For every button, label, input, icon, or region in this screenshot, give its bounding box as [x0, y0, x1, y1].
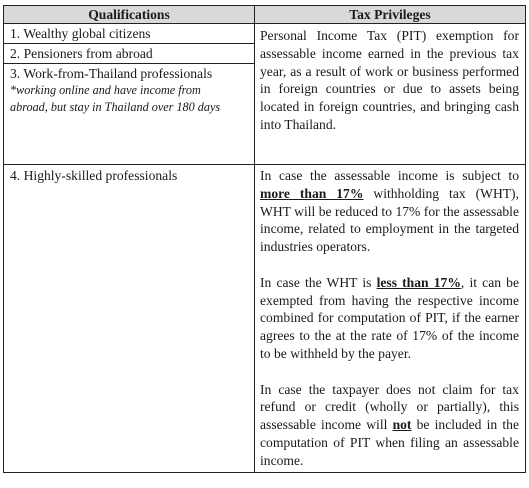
qualifications-cell: [4, 165, 255, 473]
qualification-note: [4, 82, 254, 116]
privilege-paragraph: In case the taxpayer does not claim for tax refund or credit (wholly or partially), this assessable income will not be included in the computation of PIT when filing an assessable income.: [260, 381, 519, 468]
privilege-paragraph: In case the assessable income is subject to more than 17% withholding tax (WHT), WHT will be reduced to 17% for the assessable income, related to employment in the targeted industries operators.: [260, 168, 519, 255]
privilege-text: Personal Income Tax (PIT) exemption for assessable income earned in the previous tax year, as a result of work or business performed in foreign countries or due to assets being located in foreign countries, and bringing cash into Thailand.: [260, 28, 519, 132]
note-line: *working online and have income from: [10, 83, 201, 98]
header-tax-privileges: Tax Privileges: [255, 6, 526, 24]
qualification-item: 3. Work-from-Thailand professionals: [10, 65, 213, 81]
emphasis-text: more than 17%: [260, 185, 364, 201]
header-qualifications: Qualifications: [4, 6, 255, 24]
table-header-row: [4, 6, 526, 24]
qualification-item: 2. Pensioners from abroad: [4, 44, 254, 64]
note-line: abroad, but stay in Thailand over 180 days: [10, 100, 221, 115]
table-row: [4, 165, 526, 473]
emphasis-text: less than 17%: [376, 274, 461, 290]
table-row: [4, 24, 526, 165]
emphasis-text: not: [392, 417, 412, 433]
qualification-item: 1. Wealthy global citizens: [4, 24, 254, 44]
privilege-paragraph: In case the WHT is less than 17%, it can be exempted from having the respective income combined for computation of PIT, if the earner agrees to the at the rate of 17% of the income to be withheld by the payer.: [260, 274, 520, 361]
tax-privileges-table: [3, 5, 526, 473]
qualification-item: 4. Highly-skilled professionals: [10, 168, 178, 183]
qualifications-cell: [4, 24, 255, 165]
privilege-text: [255, 165, 525, 472]
privilege-cell: [255, 24, 526, 165]
privilege-cell: [255, 165, 526, 473]
